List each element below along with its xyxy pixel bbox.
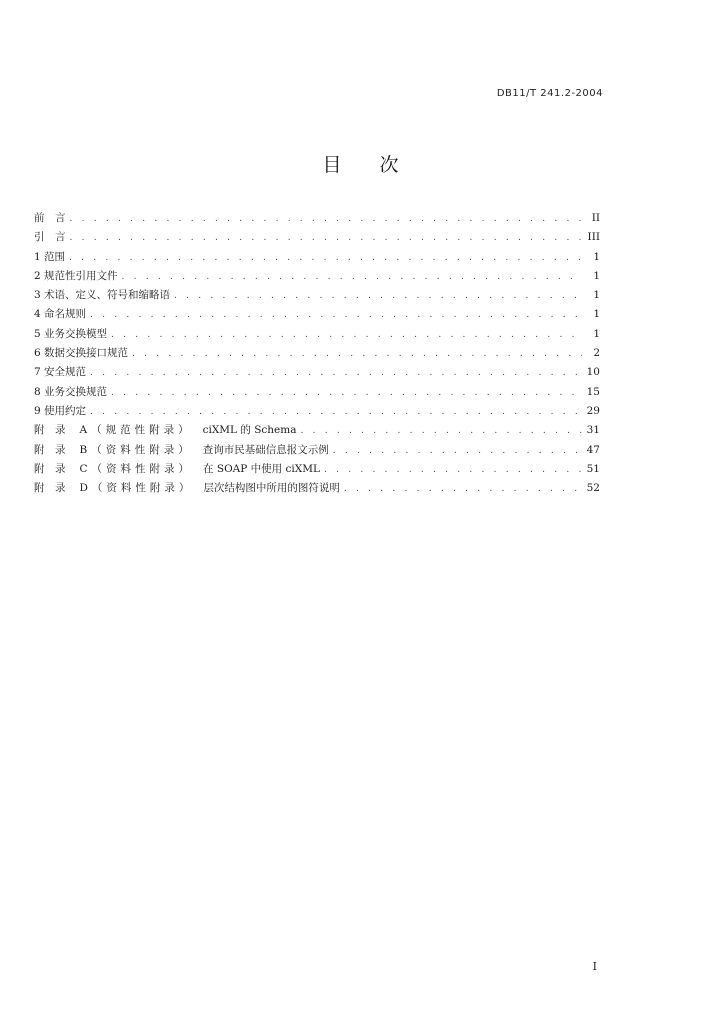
toc-entry-page: 1	[593, 250, 600, 263]
toc-entry-appendix-type: B（资料性附录）	[79, 443, 193, 456]
toc-entry-page: 47	[586, 443, 600, 456]
page-number: I	[592, 960, 597, 973]
toc-entry-page: 1	[593, 327, 600, 340]
toc-leader-dots	[300, 426, 582, 436]
toc-entry-label: 引 言	[34, 231, 66, 244]
toc-entry-label: 1 范围	[34, 250, 66, 263]
toc-entry-label: 7 安全规范	[34, 366, 87, 379]
toc-leader-dots	[70, 214, 583, 224]
toc-entry-9[interactable]	[34, 403, 600, 422]
toc-entry-page: 1	[593, 308, 600, 321]
toc-entry-label: 8 业务交换规范	[34, 385, 108, 398]
page-title: 目次	[322, 154, 437, 176]
toc-leader-dots	[344, 484, 582, 494]
toc-entry-label: 5 业务交换模型	[34, 327, 108, 340]
toc-entry-4[interactable]	[34, 306, 600, 325]
toc-entry-page: 51	[586, 462, 600, 475]
toc-entry-label: 6 数据交换接口规范	[34, 347, 129, 360]
toc-entry-label: 附 录	[34, 443, 66, 456]
toc-entry-foreword[interactable]	[34, 210, 600, 229]
toc-entry-label: 3 术语、定义、符号和缩略语	[34, 289, 171, 302]
toc-entry-appendix-b[interactable]	[34, 442, 600, 461]
toc-entry-3[interactable]	[34, 287, 600, 306]
toc-leader-dots	[111, 388, 582, 398]
toc-entry-label: 9 使用约定	[34, 404, 87, 417]
toc-entry-label: 附 录	[34, 482, 66, 495]
toc-entry-appendix-title: ciXML 的 Schema	[202, 424, 297, 437]
toc-entry-6[interactable]	[34, 345, 600, 364]
toc-leader-dots	[324, 465, 582, 475]
toc-leader-dots	[132, 349, 582, 359]
toc-leader-dots	[122, 272, 582, 282]
toc-leader-dots	[174, 291, 582, 301]
toc-entry-page: 1	[593, 269, 600, 282]
toc-entry-introduction[interactable]	[34, 229, 600, 248]
toc-entry-page: III	[587, 231, 600, 244]
toc-entry-page: 2	[593, 347, 600, 360]
toc-entry-page: 15	[586, 385, 600, 398]
toc-entry-page: II	[591, 212, 600, 224]
toc-entry-8[interactable]	[34, 384, 600, 403]
toc-leader-dots	[90, 310, 582, 320]
toc-entry-appendix-title: 层次结构图中所用的图符说明	[203, 482, 340, 495]
toc-leader-dots	[333, 446, 582, 456]
toc-leader-dots	[111, 330, 582, 340]
toc-entry-appendix-a[interactable]	[34, 422, 600, 441]
toc-entry-page: 10	[586, 366, 600, 379]
table-of-contents	[34, 210, 600, 499]
toc-entry-appendix-type: D（资料性附录）	[79, 482, 194, 495]
toc-entry-page: 1	[593, 289, 600, 302]
toc-entry-label: 附 录	[34, 462, 66, 475]
toc-entry-7[interactable]	[34, 364, 600, 383]
toc-entry-label: 前 言	[34, 212, 66, 224]
toc-entry-page: 31	[586, 424, 600, 437]
toc-entry-appendix-title: 在 SOAP 中使用 ciXML	[203, 462, 320, 475]
toc-entry-label: 2 规范性引用文件	[34, 269, 118, 282]
toc-entry-2[interactable]	[34, 268, 600, 287]
toc-leader-dots	[90, 368, 582, 378]
toc-leader-dots	[69, 253, 582, 263]
toc-entry-page: 29	[586, 404, 600, 417]
toc-entry-label: 附 录	[34, 424, 66, 437]
toc-entry-1[interactable]	[34, 249, 600, 268]
toc-entry-appendix-c[interactable]	[34, 461, 600, 480]
toc-entry-appendix-title: 查询市民基础信息报文示例	[202, 443, 329, 456]
toc-entry-appendix-type: A（规范性附录）	[79, 424, 193, 437]
toc-entry-appendix-d[interactable]	[34, 480, 600, 499]
toc-leader-dots	[70, 233, 583, 243]
toc-entry-appendix-type: C（资料性附录）	[79, 462, 194, 475]
standard-code: DB11/T 241.2-2004	[496, 88, 603, 99]
toc-entry-label: 4 命名规则	[34, 308, 87, 321]
toc-entry-5[interactable]	[34, 326, 600, 345]
toc-leader-dots	[90, 407, 582, 417]
toc-entry-page: 52	[586, 482, 600, 495]
